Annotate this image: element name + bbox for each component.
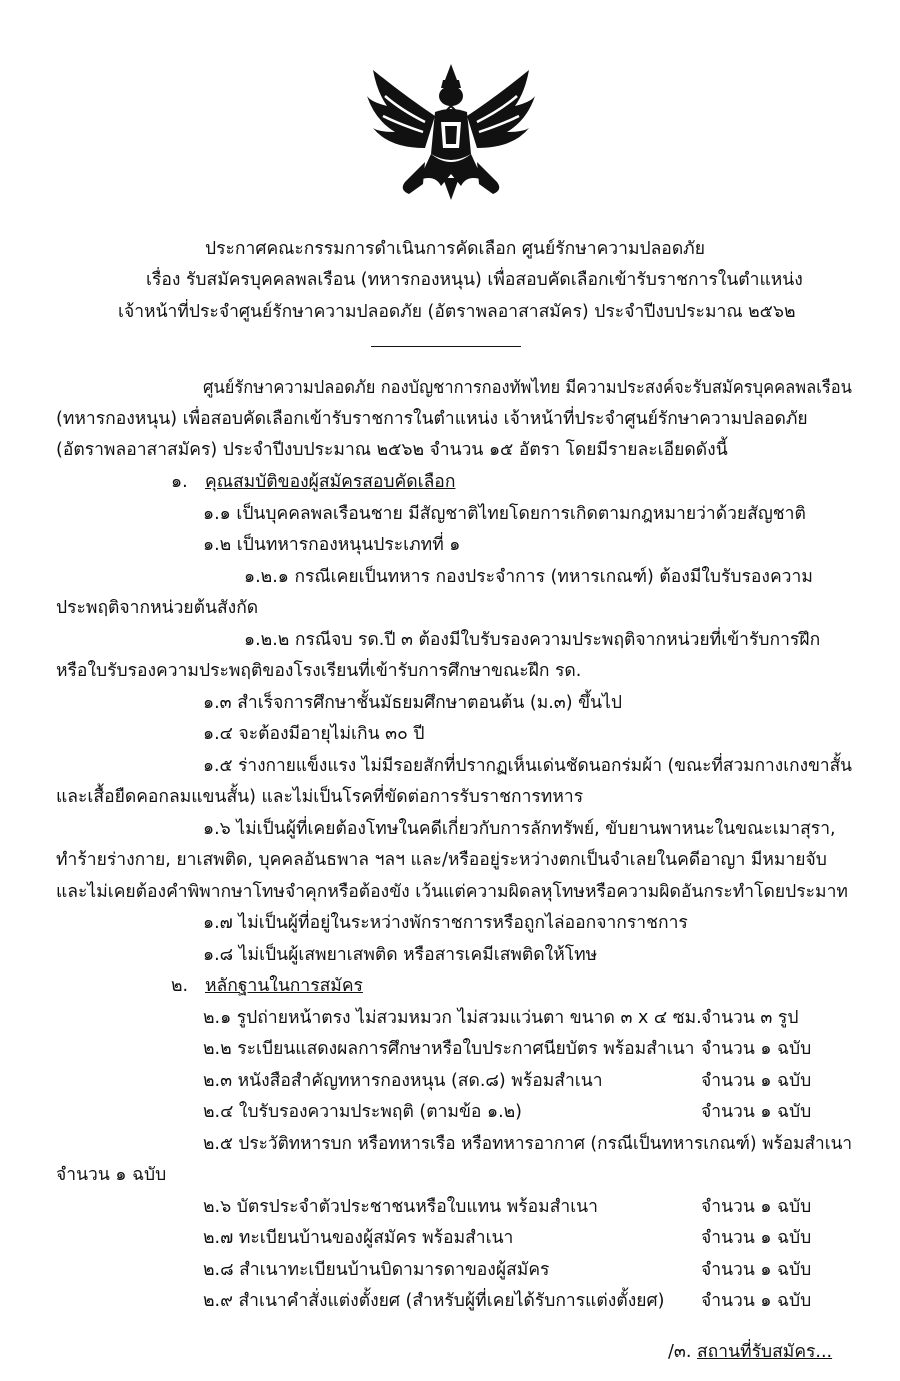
document-item: ๒.๒ ระเบียนแสดงผลการศึกษาหรือใบประกาศนียบัตร พร้อมสำเนา — [203, 1039, 695, 1059]
section1-item: และไม่เคยต้องคำพิพากษาโทษจำคุกหรือต้องขัง เว้นแต่ความผิดลหุโทษหรือความผิดอันกระทำโดยประมาท — [56, 882, 848, 902]
section1-item: ๑.๕ ร่างกายแข็งแรง ไม่มีรอยสักที่ปรากฏเห็นเด่นชัดนอกร่มผ้า (ขณะที่สวมกางเกงขาสั้น — [203, 756, 853, 776]
section1-item: ๑.๒ เป็นทหารกองหนุนประเภทที่ ๑ — [203, 535, 461, 555]
section1-item: ๑.๔ จะต้องมีอายุไม่เกิน ๓๐ ปี — [203, 724, 425, 744]
section1-item: หรือใบรับรองความประพฤติของโรงเรียนที่เข้ารับการศึกษาขณะฝึก รด. — [56, 661, 582, 681]
section2-heading: หลักฐานในการสมัคร — [205, 976, 363, 996]
document-amount: จำนวน ๑ ฉบับ — [701, 1260, 812, 1280]
document-item: ๒.๙ สำเนาคำสั่งแต่งตั้งยศ (สำหรับผู้ที่เคยได้รับการแต่งตั้งยศ) — [203, 1291, 665, 1311]
document-item: ๒.๔ ใบรับรองความประพฤติ (ตามข้อ ๑.๒) — [203, 1102, 523, 1122]
section2-number: ๒. — [171, 976, 189, 996]
document-amount: จำนวน ๑ ฉบับ — [701, 1197, 812, 1217]
document-item: ๒.๕ ประวัติทหารบก หรือทหารเรือ หรือทหารอากาศ (กรณีเป็นทหารเกณฑ์) พร้อมสำเนา — [203, 1134, 853, 1154]
document-amount: จำนวน ๑ ฉบับ — [701, 1039, 812, 1059]
document-amount: จำนวน ๑ ฉบับ — [701, 1071, 812, 1091]
announcement-position: เจ้าหน้าที่ประจำศูนย์รักษาความปลอดภัย (อัตราพลอาสาสมัคร) ประจำปีงบประมาณ ๒๕๖๒ — [118, 302, 796, 322]
intro-line: ศูนย์รักษาความปลอดภัย กองบัญชาการกองทัพไทย มีความประสงค์จะรับสมัครบุคคลพลเรือน — [203, 378, 852, 398]
section1-item: ๑.๑ เป็นบุคคลพลเรือนชาย มีสัญชาติไทยโดยการเกิดตามกฎหมายว่าด้วยสัญชาติ — [203, 504, 806, 524]
document-amount: จำนวน ๑ ฉบับ — [701, 1102, 812, 1122]
title-divider — [371, 346, 521, 347]
section1-item: ๑.๘ ไม่เป็นผู้เสพยาเสพติด หรือสารเคมีเสพติดให้โทษ — [203, 945, 598, 965]
section1-item: และเสื้อยืดคอกลมแขนสั้น) และไม่เป็นโรคที่ขัดต่อการรับราชการทหาร — [56, 787, 584, 807]
document-item: ๒.๘ สำเนาทะเบียนบ้านบิดามารดาของผู้สมัคร — [203, 1260, 550, 1280]
page-continuation — [668, 1340, 832, 1364]
document-item: ๒.๓ หนังสือสำคัญทหารกองหนุน (สด.๘) พร้อมสำเนา — [203, 1071, 603, 1091]
document-amount: จำนวน ๑ ฉบับ — [701, 1228, 812, 1248]
intro-line: (ทหารกองหนุน) เพื่อสอบคัดเลือกเข้ารับราชการในตำแหน่ง เจ้าหน้าที่ประจำศูนย์รักษาความปลอดภัย — [56, 409, 808, 429]
section1-item: ๑.๓ สำเร็จการศึกษาชั้นมัธยมศึกษาตอนต้น (ม.๓) ขึ้นไป — [203, 693, 622, 713]
announcement-subject: เรื่อง รับสมัครบุคคลพลเรือน (ทหารกองหนุน) เพื่อสอบคัดเลือกเข้ารับราชการในตำแหน่ง — [146, 270, 803, 290]
announcement-title: ประกาศคณะกรรมการดำเนินการคัดเลือก ศูนย์รักษาความปลอดภัย — [205, 239, 705, 259]
intro-line: (อัตราพลอาสาสมัคร) ประจำปีงบประมาณ ๒๕๖๒ จำนวน ๑๕ อัตรา โดยมีรายละเอียดดังนี้ — [56, 440, 728, 460]
section1-item: ๑.๒.๒ กรณีจบ รด.ปี ๓ ต้องมีใบรับรองความประพฤติจากหน่วยที่เข้ารับการฝึก — [244, 630, 821, 650]
section1-item: ๑.๖ ไม่เป็นผู้ที่เคยต้องโทษในคดีเกี่ยวกับการลักทรัพย์, ขับยานพาหนะในขณะเมาสุรา, — [203, 819, 836, 839]
section1-item: ๑.๗ ไม่เป็นผู้ที่อยู่ในระหว่างพักราชการหรือถูกไล่ออกจากราชการ — [203, 913, 688, 933]
section1-number: ๑. — [171, 472, 188, 492]
section1-item: ประพฤติจากหน่วยต้นสังกัด — [56, 598, 259, 618]
continuation-next: สถานที่รับสมัคร... — [697, 1342, 833, 1362]
document-item: ๒.๗ ทะเบียนบ้านของผู้สมัคร พร้อมสำเนา — [203, 1228, 514, 1248]
document-amount: จำนวน ๑ ฉบับ — [56, 1165, 167, 1185]
document-item: ๒.๖ บัตรประจำตัวประชาชนหรือใบแทน พร้อมสำเนา — [203, 1197, 598, 1217]
section1-heading: คุณสมบัติของผู้สมัครสอบคัดเลือก — [205, 472, 456, 492]
section1-item: ๑.๒.๑ กรณีเคยเป็นทหาร กองประจำการ (ทหารเกณฑ์) ต้องมีใบรับรองความ — [244, 567, 813, 587]
document-amount: จำนวน ๑ ฉบับ — [701, 1291, 812, 1311]
document-item: ๒.๑ รูปถ่ายหน้าตรง ไม่สวมหมวก ไม่สวมแว่นตา ขนาด ๓ x ๔ ซม. — [203, 1008, 702, 1028]
section1-item: ทำร้ายร่างกาย, ยาเสพติด, บุคคลอันธพาล ฯลฯ และ/หรืออยู่ระหว่างตกเป็นจำเลยในคดีอาญา มีหมายจับ — [56, 850, 827, 870]
document-amount: จำนวน ๓ รูป — [701, 1008, 799, 1028]
continuation-prefix: /๓. — [668, 1342, 692, 1362]
garuda-emblem — [365, 62, 537, 202]
